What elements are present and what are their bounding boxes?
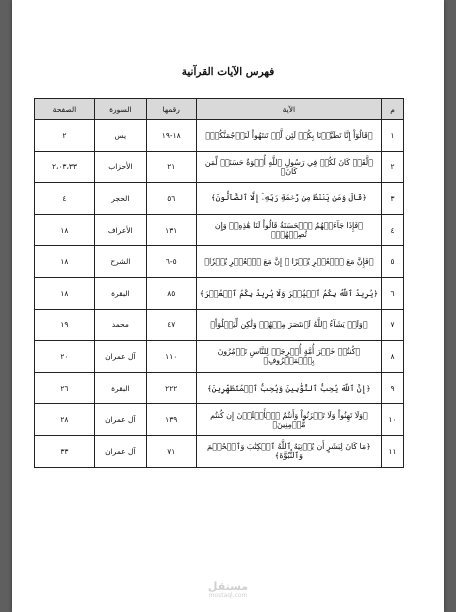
row-surah: الأعراف bbox=[94, 214, 146, 246]
table-row bbox=[35, 277, 404, 309]
row-num: ٢ bbox=[382, 151, 404, 183]
row-num: ٧ bbox=[382, 309, 404, 341]
row-surah: آل عمران bbox=[94, 404, 146, 436]
row-surah: محمد bbox=[94, 309, 146, 341]
row-number: ١٣١ bbox=[146, 214, 196, 246]
row-page: ٢،٠٣،٣٣ bbox=[35, 151, 95, 183]
table-row bbox=[35, 120, 404, 152]
row-surah: يس bbox=[94, 120, 146, 152]
table-row bbox=[35, 372, 404, 404]
row-number: ١٣٩ bbox=[146, 404, 196, 436]
row-page: ٣٣ bbox=[35, 435, 95, 467]
row-num: ١١ bbox=[382, 435, 404, 467]
verses-index-table bbox=[34, 98, 404, 468]
row-verse: ﴿قَالُوٓاْ إِنَّا تَطَيَّرۡنَا بِكُمۡ لَئِن لَّمۡ تَنتَهُواْ لَنَرۡجُمَنَّكُمۡ﴾ bbox=[196, 120, 381, 152]
row-surah: الأحزاب bbox=[94, 151, 146, 183]
row-page: ٢٦ bbox=[35, 372, 95, 404]
row-number: ١١٠ bbox=[146, 341, 196, 373]
table-row bbox=[35, 183, 404, 215]
mostaql-watermark bbox=[198, 580, 258, 599]
watermark-logo: مستقل bbox=[207, 580, 249, 593]
row-surah: البقرة bbox=[94, 372, 146, 404]
row-number: ٤٧ bbox=[146, 309, 196, 341]
row-page: ٤ bbox=[35, 183, 95, 215]
row-page: ١٨ bbox=[35, 246, 95, 278]
row-num: ٣ bbox=[382, 183, 404, 215]
row-surah: الحجر bbox=[94, 183, 146, 215]
table-row bbox=[35, 404, 404, 436]
row-number: ٢١ bbox=[146, 151, 196, 183]
row-num: ١ bbox=[382, 120, 404, 152]
row-verse: ﴿وَلَوۡ يَشَآءُ ٱللَّهُ لَٱنتَصَرَ مِنۡهُمۡ وَلَٰكِن لِّيَبۡلُوَاْ﴾ bbox=[196, 309, 381, 341]
watermark-url: mostaql.com bbox=[208, 592, 248, 599]
row-page: ١٨ bbox=[35, 277, 95, 309]
row-surah: البقرة bbox=[94, 277, 146, 309]
row-page: ٢٨ bbox=[35, 404, 95, 436]
table-row bbox=[35, 341, 404, 373]
row-verse: ﴿لَّقَدۡ كَانَ لَكُمۡ فِي رَسُولِ ٱللَّهِ أُسۡوَةٌ حَسَنَةٞ لِّمَن كَانَ﴾ bbox=[196, 151, 381, 183]
table-row bbox=[35, 151, 404, 183]
row-num: ٩ bbox=[382, 372, 404, 404]
row-verse: ﴿كُنتُمۡ خَيۡرَ أُمَّةٍ أُخۡرِجَتۡ لِلنَّاسِ تَأۡمُرُونَ بِٱلۡمَعۡرُوفِ﴾ bbox=[196, 341, 381, 373]
header-page: الصفحة bbox=[35, 99, 95, 120]
table-row bbox=[35, 246, 404, 278]
row-verse: ﴿فَإِنَّ مَعَ ٱلۡعُسۡرِ يُسۡرًا ۞ إِنَّ مَعَ ٱلۡعُسۡرِ يُسۡرٗا﴾ bbox=[196, 246, 381, 278]
row-num: ٨ bbox=[382, 341, 404, 373]
header-verse: الآية bbox=[196, 99, 381, 120]
row-number: ٥٦ bbox=[146, 183, 196, 215]
row-page: ١٩ bbox=[35, 309, 95, 341]
row-verse: ﴿وَلَا تَهِنُواْ وَلَا تَحۡزَنُواْ وَأَنتُمُ ٱلۡأَعۡلَوۡنَ إِن كُنتُم مُّؤۡمِنِينَ﴾ bbox=[196, 404, 381, 436]
table-row bbox=[35, 214, 404, 246]
row-verse: ﴿إِنَّ ٱللَّهَ يُحِبُّ ٱلتَّوَّٰبِينَ وَيُحِبُّ ٱلۡمُتَطَهِّرِينَ﴾ bbox=[196, 372, 381, 404]
row-page: ٢ bbox=[35, 120, 95, 152]
table-row bbox=[35, 435, 404, 467]
row-verse: ﴿مَا كَانَ لِبَشَرٍ أَن يُؤۡتِيَهُ ٱللَّهُ ٱلۡكِتَٰبَ وَٱلۡحُكۡمَ وَٱلنُّبُوَّةَ﴾ bbox=[196, 435, 381, 467]
document-page bbox=[12, 0, 444, 612]
table-row bbox=[35, 309, 404, 341]
row-number: ٢٢٢ bbox=[146, 372, 196, 404]
row-page: ٢٠ bbox=[35, 341, 95, 373]
header-num: م bbox=[382, 99, 404, 120]
row-num: ٦ bbox=[382, 277, 404, 309]
row-verse: ﴿يُرِيدُ ٱللَّهُ بِكُمُ ٱلۡيُسۡرَ وَلَا يُرِيدُ بِكُمُ ٱلۡعُسۡرَ﴾ bbox=[196, 277, 381, 309]
row-num: ١٠ bbox=[382, 404, 404, 436]
row-num: ٥ bbox=[382, 246, 404, 278]
page-title: فهرس الآيات القرآنية bbox=[181, 66, 275, 78]
table-header-row bbox=[35, 99, 404, 120]
header-number: رقمها bbox=[146, 99, 196, 120]
row-surah: الشرح bbox=[94, 246, 146, 278]
row-number: ٥-٦ bbox=[146, 246, 196, 278]
row-page: ١٨ bbox=[35, 214, 95, 246]
row-surah: آل عمران bbox=[94, 341, 146, 373]
row-number: ٨٥ bbox=[146, 277, 196, 309]
row-verse: ﴿قَالَ وَمَن يَقۡنَطُ مِن رَّحۡمَةِ رَبِّهِۦٓ إِلَّا ٱلضَّآلُّونَ﴾ bbox=[196, 183, 381, 215]
row-surah: آل عمران bbox=[94, 435, 146, 467]
row-number: ٧١ bbox=[146, 435, 196, 467]
row-num: ٤ bbox=[382, 214, 404, 246]
row-number: ١٨-١٩ bbox=[146, 120, 196, 152]
header-surah: السورة bbox=[94, 99, 146, 120]
row-verse: ﴿فَإِذَا جَآءَتۡهُمُ ٱلۡحَسَنَةُ قَالُواْ لَنَا هَٰذِهِۦۖ وَإِن تُصِبۡهُمۡ﴾ bbox=[196, 214, 381, 246]
